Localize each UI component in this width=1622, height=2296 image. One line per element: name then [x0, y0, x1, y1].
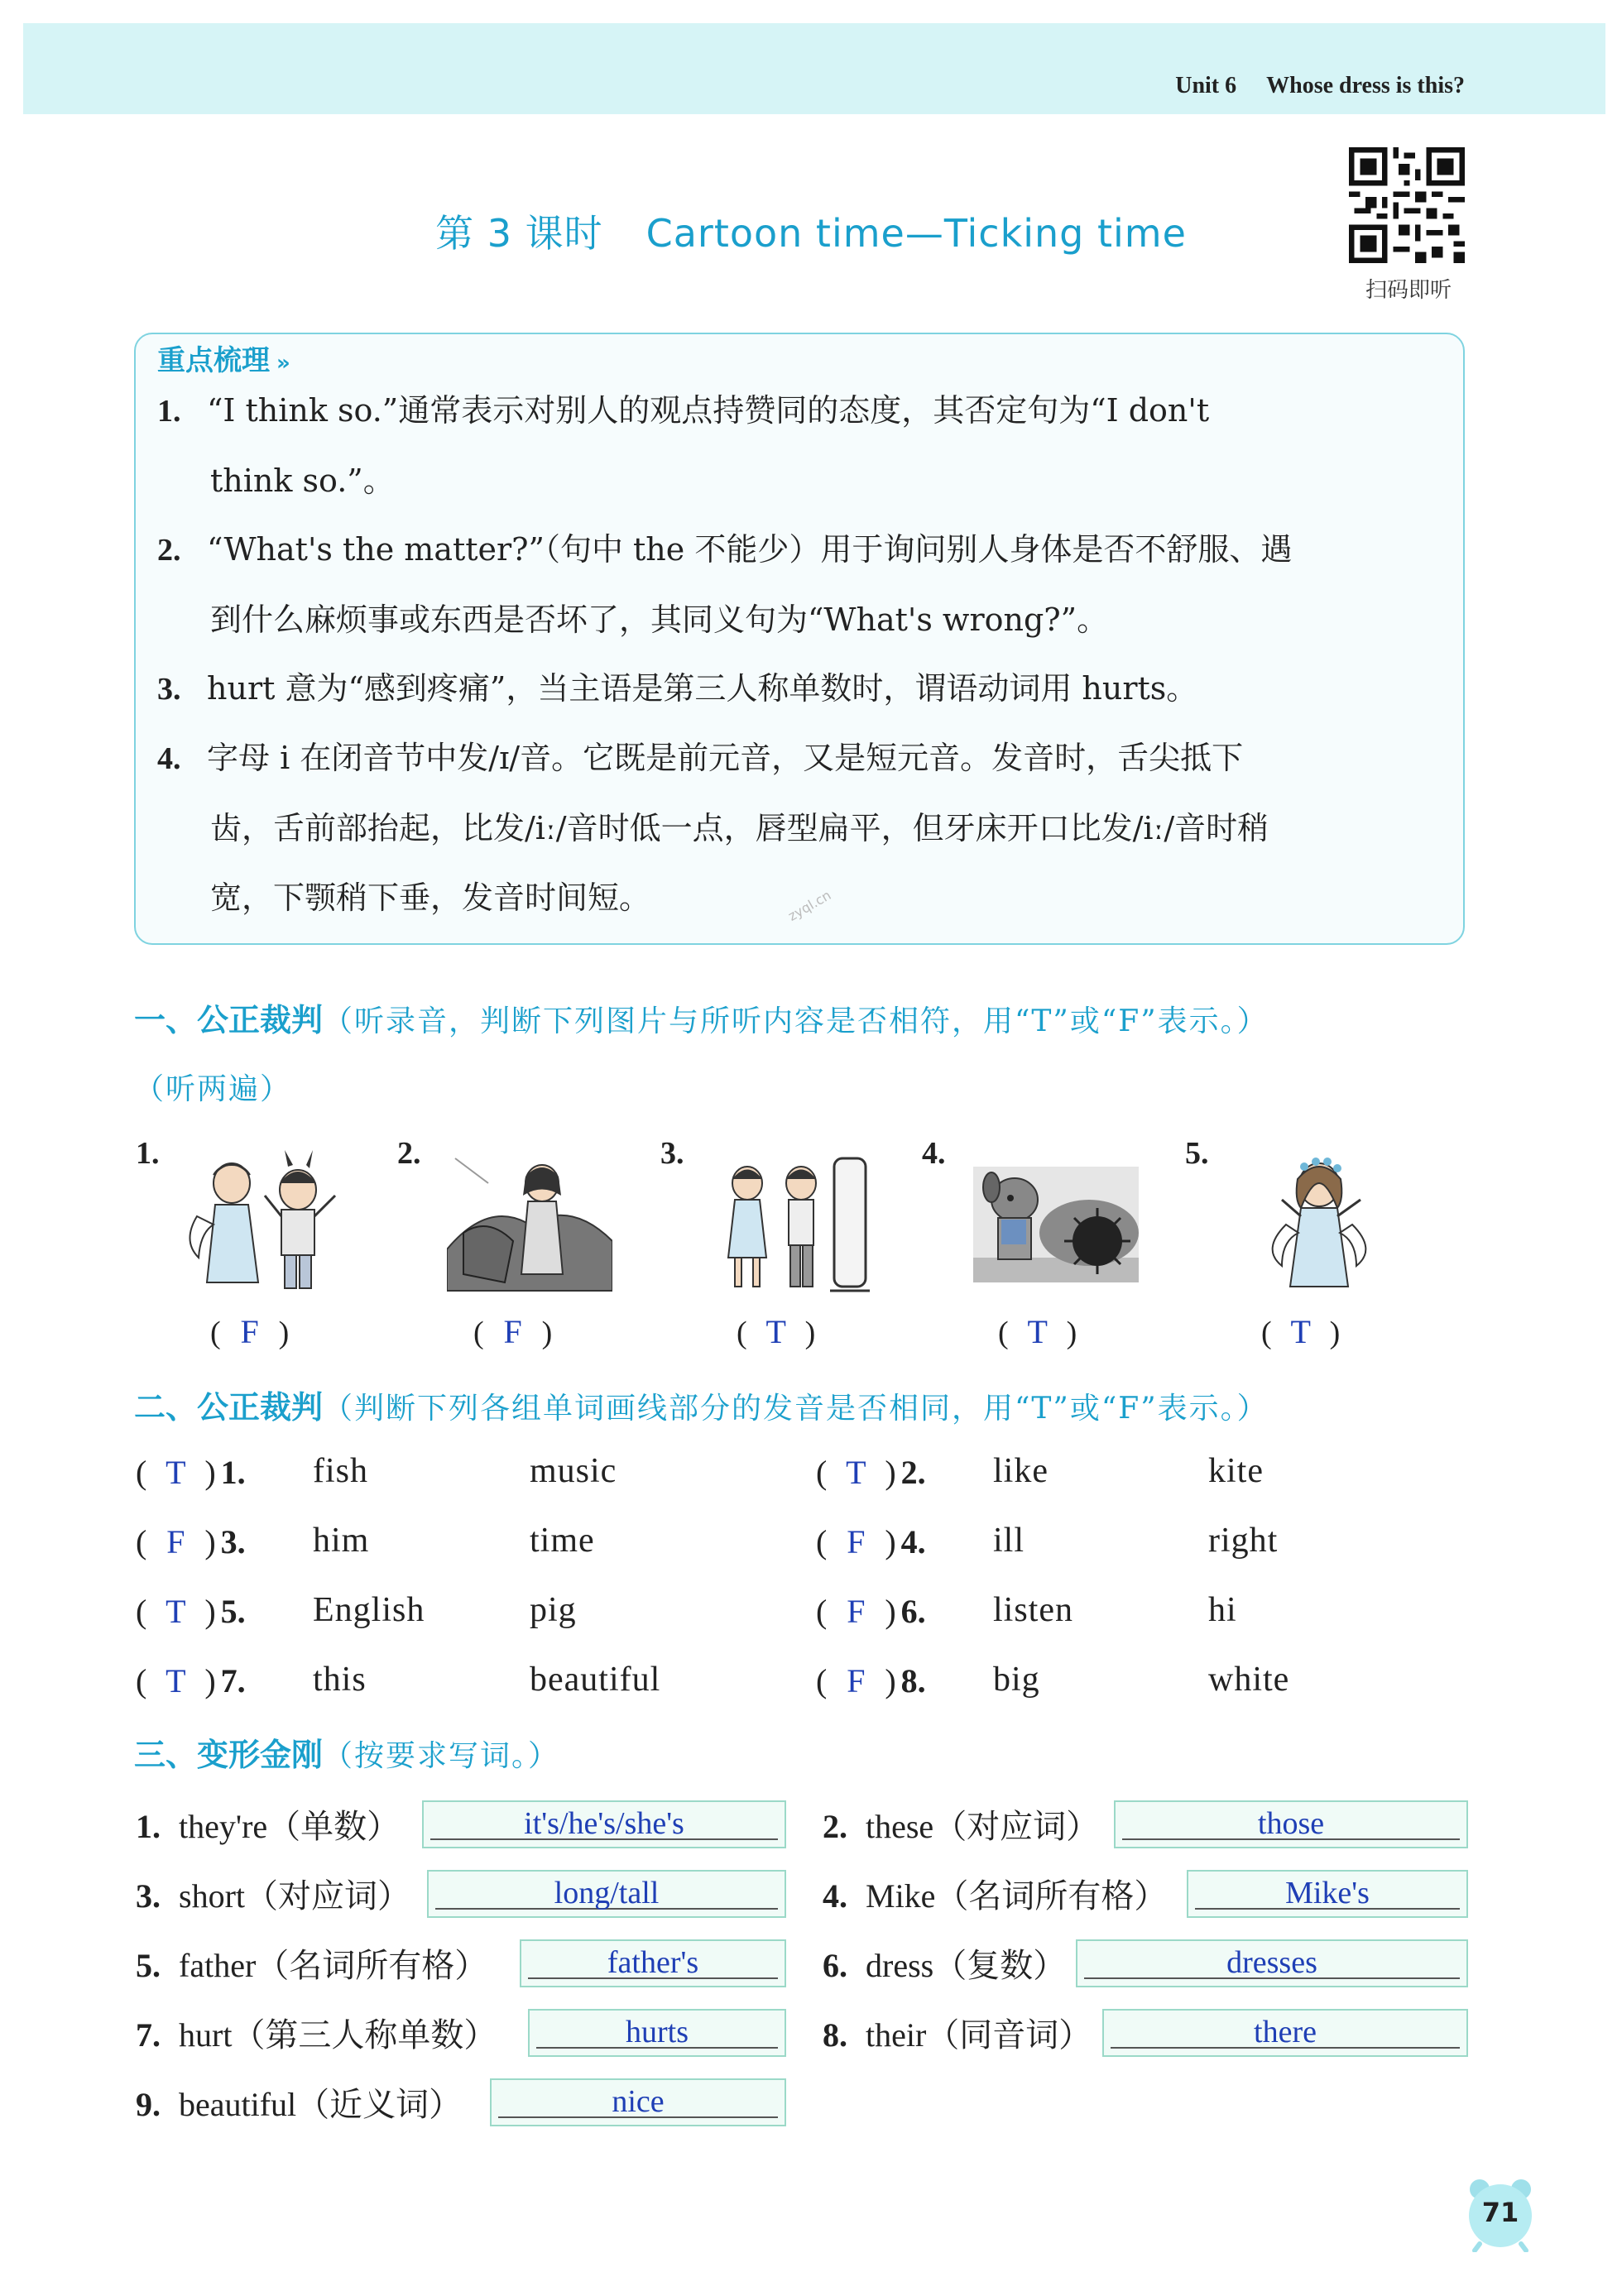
section1-instruction: （听录音，判断下列图片与所听内容是否相符，用“T”或“F”表示。） — [323, 1004, 1269, 1038]
answer-field[interactable] — [528, 2009, 786, 2057]
word-form-item — [823, 2009, 1092, 2056]
item-number: 3. — [220, 1523, 246, 1560]
answer-value[interactable]: F — [847, 1593, 866, 1630]
qr-caption: 扫码即听 — [1365, 278, 1452, 303]
word-form-item — [136, 2009, 497, 2056]
word-1: like — [993, 1452, 1049, 1490]
item-number: 1. — [136, 1808, 161, 1845]
page-number: 71 — [1481, 2197, 1519, 2228]
item-number: 2. — [823, 1808, 847, 1845]
item-number: 3. — [136, 1877, 161, 1915]
section1-heading-cont — [134, 1066, 291, 1108]
word-form-item — [823, 1939, 1066, 1987]
item-number: 7. — [220, 1662, 246, 1699]
word-2: hi — [1208, 1591, 1237, 1629]
keypoint-text: hurt 意为“感到疼痛”，当主语是第三人称单数时，谓语动词用 hurts。 — [207, 670, 1198, 707]
section2-instruction: （判断下列各组单词画线部分的发音是否相同，用“T”或“F”表示。） — [323, 1392, 1269, 1426]
header-band — [23, 23, 1605, 114]
word-2: right — [1208, 1522, 1279, 1560]
keypoint-item — [157, 654, 1440, 724]
answer-value[interactable]: T — [1290, 1313, 1311, 1350]
answer-value[interactable]: T — [765, 1313, 786, 1350]
item-number: 2. — [900, 1454, 926, 1491]
unit-title: Whose dress is this? — [1266, 73, 1465, 98]
keypoint-item — [157, 723, 1440, 932]
qr-code-icon[interactable] — [1349, 147, 1465, 263]
answer-field[interactable] — [422, 1800, 786, 1848]
word-1: fish — [313, 1452, 368, 1490]
word-2: music — [530, 1452, 617, 1490]
keypoint-text-cont: 到什么麻烦事或东西是否坏了，其同义句为“What's wrong?”。 — [210, 602, 1109, 638]
picture-number: 5. — [1185, 1136, 1209, 1171]
word-form-item — [823, 1870, 1167, 1917]
unit-number: Unit 6 — [1175, 73, 1237, 98]
answer-field[interactable] — [1187, 1870, 1468, 1918]
pronunciation-item: ( T ) 1. — [136, 1454, 246, 1491]
word-2: time — [530, 1522, 595, 1560]
answer-field[interactable] — [490, 2078, 786, 2126]
picture-number: 4. — [922, 1136, 946, 1171]
word-form-item — [136, 1870, 410, 1917]
picture-number: 2. — [397, 1136, 421, 1171]
keypoint-item — [157, 376, 1440, 515]
word-2: white — [1208, 1661, 1290, 1699]
answer-paren: ( F ) — [473, 1313, 553, 1350]
item-number: 4. — [823, 1877, 847, 1915]
girl-with-dress-picture — [447, 1150, 612, 1299]
section3-heading — [134, 1729, 559, 1775]
section1-title: 一、公正裁判 — [134, 1002, 324, 1038]
answer-value[interactable]: T — [1027, 1313, 1048, 1350]
section3-title: 三、变形金刚 — [134, 1737, 324, 1773]
answer-text: long/tall — [554, 1876, 660, 1910]
answer-field[interactable] — [1102, 2009, 1468, 2057]
keypoint-number: 2. — [157, 533, 181, 568]
answer-text: those — [1257, 1806, 1325, 1841]
keypoint-number: 3. — [157, 672, 181, 707]
section1-heading — [134, 995, 1269, 1040]
answer-paren: ( T ) — [998, 1313, 1077, 1350]
answer-value[interactable]: T — [846, 1454, 866, 1491]
answer-field[interactable] — [427, 1870, 786, 1918]
answer-value[interactable]: F — [166, 1523, 185, 1560]
item-prompt: beautiful（近义词） — [179, 2086, 463, 2123]
keypoint-number: 4. — [157, 741, 181, 776]
answer-paren: ( T ) — [737, 1313, 816, 1350]
word-1: English — [313, 1591, 425, 1629]
chevron-right-icon: » — [276, 351, 290, 376]
pronunciation-item: ( F ) 4. — [816, 1523, 926, 1560]
word-form-item — [136, 2078, 462, 2126]
pronunciation-item: ( T ) 7. — [136, 1662, 246, 1699]
answer-value[interactable]: F — [240, 1313, 259, 1350]
answer-value[interactable]: T — [166, 1454, 186, 1491]
item-number: 9. — [136, 2086, 161, 2123]
pronunciation-item: ( T ) 2. — [816, 1454, 926, 1491]
answer-field[interactable] — [520, 1939, 786, 1987]
word-1: ill — [993, 1522, 1025, 1560]
pronunciation-item: ( T ) 5. — [136, 1593, 246, 1630]
section1-instruction-cont: （听两遍） — [134, 1072, 292, 1106]
answer-paren: ( F ) — [210, 1313, 290, 1350]
kids-and-mirror-picture — [710, 1150, 876, 1299]
item-prompt: hurt（第三人称单数） — [179, 2016, 497, 2054]
word-2: kite — [1208, 1452, 1264, 1490]
answer-text: father's — [607, 1945, 699, 1980]
keypoint-item — [157, 515, 1440, 654]
keypoint-text-cont: think so.”。 — [210, 463, 395, 499]
item-prompt: their（同音词） — [866, 2016, 1092, 2054]
keypoint-text: 字母 i 在闭音节中发/ɪ/音。它既是前元音，又是短元音。发音时，舌尖抵下 — [207, 740, 1244, 776]
lesson-name: Cartoon time—Ticking time — [645, 211, 1187, 256]
angel-and-boy-picture — [182, 1150, 348, 1299]
word-form-item — [136, 1939, 487, 1987]
item-prompt: short（对应词） — [179, 1877, 410, 1915]
item-number: 8. — [823, 2016, 847, 2054]
section2-heading — [134, 1382, 1269, 1427]
keypoint-text: “What's the matter?”（句中 the 不能少）用于询问别人身体是否不舒服、遇 — [207, 531, 1293, 568]
answer-text: dresses — [1226, 1945, 1317, 1980]
answer-value[interactable]: F — [847, 1523, 866, 1560]
item-number: 5. — [136, 1947, 161, 1984]
item-prompt: these（对应词） — [866, 1808, 1100, 1845]
word-2: pig — [530, 1591, 577, 1629]
pronunciation-item: ( F ) 3. — [136, 1523, 246, 1560]
answer-text: there — [1254, 2015, 1317, 2049]
word-form-item — [136, 1800, 400, 1848]
answer-value[interactable]: F — [847, 1662, 866, 1699]
answer-value[interactable]: F — [503, 1313, 522, 1350]
lesson-number: 第 3 课时 — [435, 211, 603, 256]
answer-text: hurts — [626, 2015, 689, 2049]
answer-value[interactable]: T — [166, 1593, 186, 1630]
pronunciation-item: ( F ) 6. — [816, 1593, 926, 1630]
section2-title: 二、公正裁判 — [134, 1389, 324, 1426]
word-1: listen — [993, 1591, 1073, 1629]
keypoint-text: “I think so.”通常表示对别人的观点持赞同的态度，其否定句为“I don't — [207, 392, 1210, 429]
keypoint-number: 1. — [157, 394, 181, 429]
answer-value[interactable]: T — [166, 1662, 186, 1699]
item-number: 5. — [220, 1593, 246, 1630]
word-1: him — [313, 1522, 370, 1560]
answer-field[interactable] — [1076, 1939, 1468, 1987]
item-number: 4. — [900, 1523, 926, 1560]
word-form-item — [823, 1800, 1099, 1848]
keypoint-text-cont: 齿，舌前部抬起，比发/iː/音时低一点，唇型扁平，但牙床开口比发/iː/音时稍 — [210, 810, 1269, 846]
answer-text: Mike's — [1285, 1876, 1370, 1910]
item-prompt: father（名词所有格） — [179, 1947, 488, 1984]
picture-number: 3. — [660, 1136, 684, 1171]
item-number: 6. — [823, 1947, 847, 1984]
keypoints-title-text: 重点梳理 — [157, 344, 270, 377]
item-number: 1. — [220, 1454, 246, 1491]
item-prompt: they're（单数） — [179, 1808, 401, 1845]
angel-girl-picture — [1236, 1150, 1402, 1299]
keypoint-text-cont: 宽，下颚稍下垂，发音时间短。 — [210, 880, 651, 916]
word-2: beautiful — [530, 1661, 661, 1699]
keypoints-title — [157, 338, 290, 378]
picture-number: 1. — [136, 1136, 160, 1171]
unit-header — [1175, 73, 1465, 99]
item-number: 7. — [136, 2016, 161, 2054]
item-number: 6. — [900, 1593, 926, 1630]
answer-paren: ( T ) — [1261, 1313, 1341, 1350]
word-1: this — [313, 1661, 367, 1699]
item-prompt: Mike（名词所有格） — [866, 1877, 1168, 1915]
item-prompt: dress（复数） — [866, 1947, 1067, 1984]
item-number: 8. — [900, 1662, 926, 1699]
answer-text: nice — [612, 2084, 665, 2119]
section3-instruction: （按要求写词。） — [323, 1739, 560, 1773]
pronunciation-item: ( F ) 8. — [816, 1662, 926, 1699]
answer-text: it's/he's/she's — [524, 1806, 684, 1841]
dog-and-hedgehog-picture — [973, 1150, 1139, 1299]
watermark: zyql.cn — [785, 887, 834, 924]
answer-field[interactable] — [1114, 1800, 1468, 1848]
word-1: big — [993, 1661, 1040, 1699]
